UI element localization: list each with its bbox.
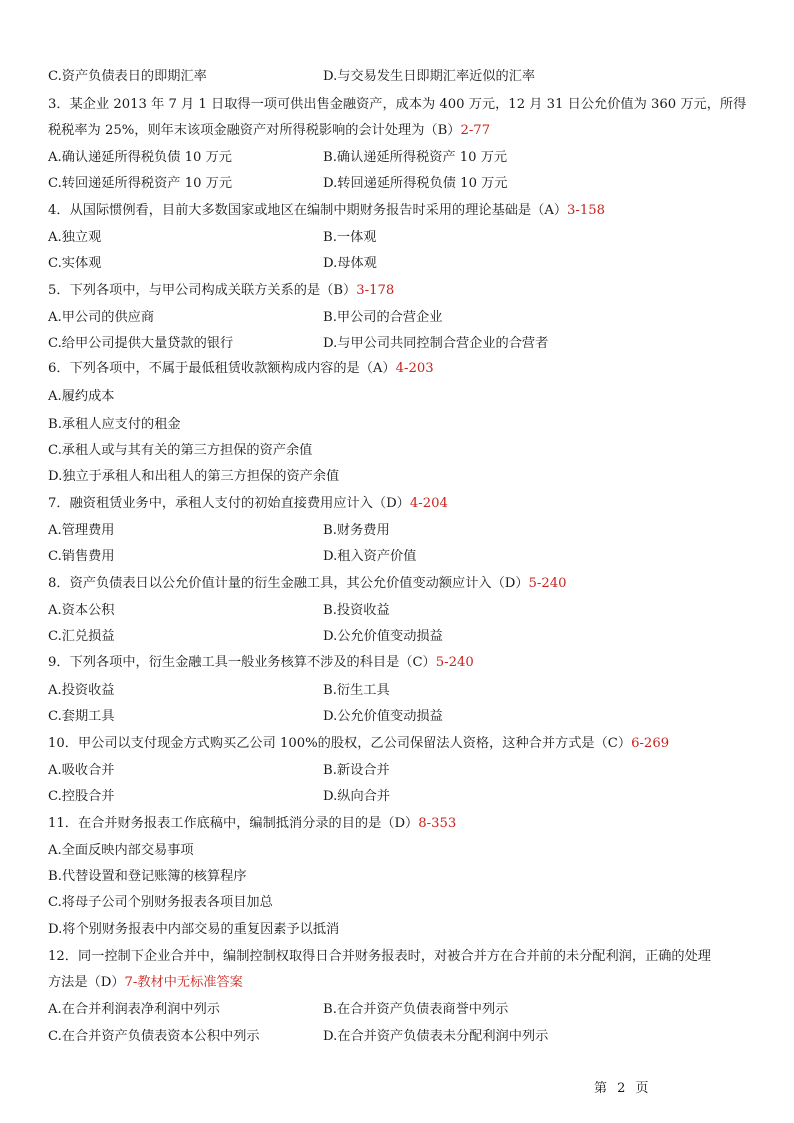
page-number: 第 2 页 [594,1081,652,1096]
q6-reference: 4-203 [395,361,434,376]
q9-reference: 5-240 [435,655,474,670]
q10-option-a: A.吸收合并 [48,763,115,778]
q12-stem-line1: 12．同一控制下企业合并中，编制控制权取得日合并财务报表时，对被合并方在合并前的未分配利润，正确的处理 [48,949,711,964]
q9-option-c: C.套期工具 [48,709,115,724]
q2-option-c: C.资产负债表日的即期汇率 [48,69,207,84]
q11-option-b: B.代替设置和登记账簿的核算程序 [48,869,247,884]
q12-reference: 7-教材中无标准答案 [124,975,243,990]
q9-option-d: D.公允价值变动损益 [323,709,443,724]
q8-option-c: C.汇兑损益 [48,629,115,644]
q8-reference: 5-240 [528,576,567,591]
q4-stem: 4．从国际惯例看，目前大多数国家或地区在编制中期财务报告时采用的理论基础是（A）3-158 [48,203,606,218]
q3-stem-line2: 税税率为 25%，则年末该项金融资产对所得税影响的会计处理为（B）2-77 [48,123,491,138]
q10-option-c: C.控股合并 [48,789,115,804]
q12-option-c: C.在合并资产负债表资本公积中列示 [48,1029,260,1044]
q5-option-b: B.甲公司的合营企业 [323,310,443,325]
q10-option-b: B.新设合并 [323,763,390,778]
q3-reference: 2-77 [460,123,491,138]
q9-stem: 9．下列各项中，衍生金融工具一般业务核算不涉及的科目是（C）5-240 [48,655,474,670]
q12-option-a: A.在合并利润表净利润中列示 [48,1002,220,1017]
q7-option-c: C.销售费用 [48,549,115,564]
q6-option-a: A.履约成本 [48,389,115,404]
q5-option-c: C.给甲公司提供大量贷款的银行 [48,336,234,351]
q4-option-d: D.母体观 [323,256,377,271]
q12-stem-line2: 方法是（D）7-教材中无标准答案 [48,975,243,990]
q10-option-d: D.纵向合并 [323,789,391,804]
q7-option-a: A.管理费用 [48,523,115,538]
q6-option-b: B.承租人应支付的租金 [48,417,181,432]
q6-option-c: C.承租人或与其有关的第三方担保的资产余值 [48,443,313,458]
q4-option-b: B.一体观 [323,230,377,245]
q4-option-c: C.实体观 [48,256,102,271]
q5-stem: 5．下列各项中，与甲公司构成关联方关系的是（B）3-178 [48,283,395,298]
q11-option-c: C.将母子公司个别财务报表各项目加总 [48,895,273,910]
q7-option-b: B.财务费用 [323,523,390,538]
q9-option-b: B.衍生工具 [323,683,390,698]
q8-option-d: D.公允价值变动损益 [323,629,443,644]
q6-option-d: D.独立于承租人和出租人的第三方担保的资产余值 [48,469,340,484]
q8-stem: 8．资产负债表日以公允价值计量的衍生金融工具，其公允价值变动额应计入（D）5-240 [48,576,567,591]
q5-option-d: D.与甲公司共同控制合营企业的合营者 [323,336,549,351]
q11-reference: 8-353 [418,816,457,831]
q12-option-b: B.在合并资产负债表商誉中列示 [323,1002,509,1017]
q11-option-d: D.将个别财务报表中内部交易的重复因素予以抵消 [48,922,340,937]
q10-stem: 10．甲公司以支付现金方式购买乙公司 100%的股权，乙公司保留法人资格，这种合并方式是（C）6-269 [48,736,670,751]
q3-stem-line1: 3．某企业 2013 年 7 月 1 日取得一项可供出售金融资产，成本为 400 万元，12 月 31 日公允价值为 360 万元，所得 [48,97,747,112]
q8-option-a: A.资本公积 [48,603,115,618]
q8-option-b: B.投资收益 [323,603,390,618]
q4-option-a: A.独立观 [48,230,102,245]
q5-option-a: A.甲公司的供应商 [48,310,155,325]
q7-option-d: D.租入资产价值 [323,549,417,564]
q9-option-a: A.投资收益 [48,683,115,698]
q12-option-d: D.在合并资产负债表未分配利润中列示 [323,1029,549,1044]
q7-stem: 7．融资租赁业务中，承租人支付的初始直接费用应计入（D）4-204 [48,496,448,511]
q3-option-c: C.转回递延所得税资产 10 万元 [48,176,233,191]
q10-reference: 6-269 [631,736,670,751]
q3-option-a: A.确认递延所得税负债 10 万元 [48,150,232,165]
q11-stem: 11．在合并财务报表工作底稿中，编制抵消分录的目的是（D）8-353 [48,816,457,831]
q4-reference: 3-158 [567,203,606,218]
q2-option-d: D.与交易发生日即期汇率近似的汇率 [323,69,536,84]
q7-reference: 4-204 [409,496,448,511]
q6-stem: 6．下列各项中，不属于最低租赁收款额构成内容的是（A）4-203 [48,361,434,376]
q3-option-d: D.转回递延所得税负债 10 万元 [323,176,508,191]
q11-option-a: A.全面反映内部交易事项 [48,843,194,858]
q5-reference: 3-178 [356,283,395,298]
q3-option-b: B.确认递延所得税资产 10 万元 [323,150,508,165]
